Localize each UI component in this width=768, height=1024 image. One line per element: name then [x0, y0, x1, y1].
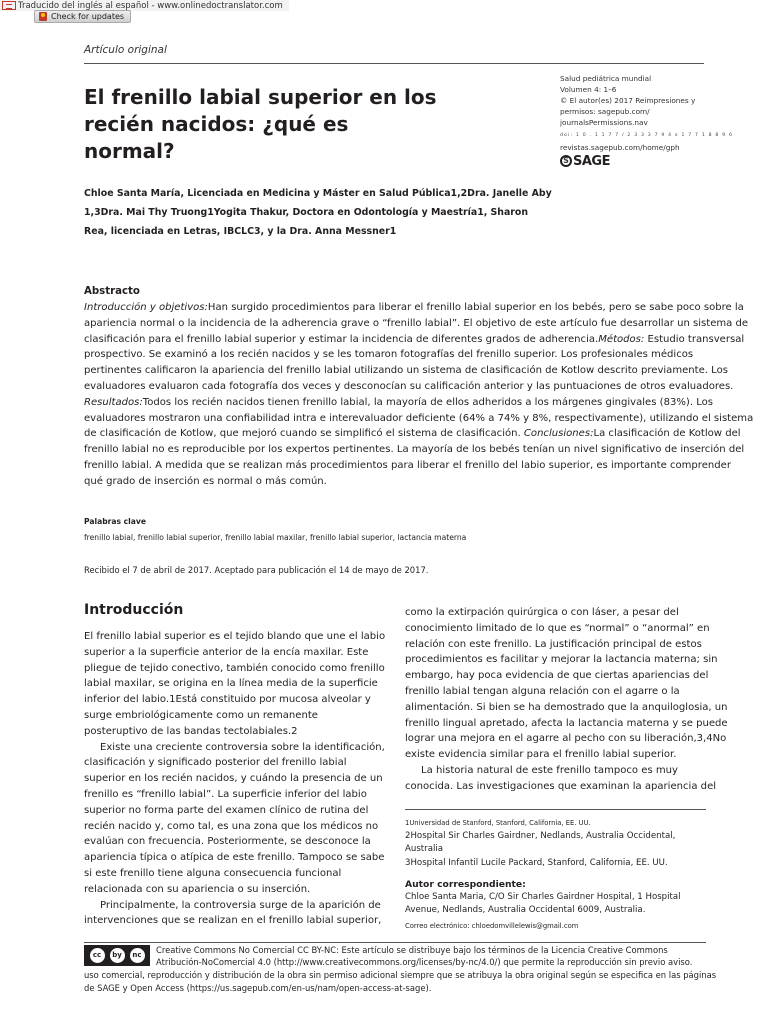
- license-line: Atribución-NoComercial 4.0 (http://www.creativecommons.org/licenses/by-nc/4.0/) que permite la reproducción sin previo aviso.: [156, 957, 693, 968]
- body-text-line: como la extirpación quirúrgica o con láser, a pesar del: [405, 607, 679, 618]
- article-type: Artículo original: [84, 44, 167, 56]
- abstract-line: [84, 395, 714, 411]
- article-title: [84, 84, 444, 165]
- journal-volume: Volumen 4: 1–6: [560, 85, 617, 94]
- introduction-right-column: [405, 605, 728, 795]
- journal-url-link[interactable]: revistas.sagepub.com/home/gph: [560, 143, 680, 152]
- abstract-section-label: Conclusiones:: [523, 428, 594, 440]
- body-text-line: Principalmente, la controversia surge de la aparición de: [100, 899, 381, 911]
- keywords-text: frenillo labial, frenillo labial superior, frenillo labial maxilar, frenillo labial superior, lactancia materna: [84, 533, 467, 542]
- affiliation: Australia: [405, 844, 444, 855]
- abstract-line: [84, 347, 706, 363]
- translate-icon: [2, 1, 16, 10]
- corresponding-email[interactable]: Correo electrónico: chloedomvillelewis@gmail.com: [405, 922, 579, 931]
- sage-logo: [560, 155, 708, 167]
- sage-logo-mark: S: [560, 155, 572, 167]
- abstract-section-label: Resultados:: [84, 396, 143, 408]
- affiliation: 1Universidad de Stanford, Stanford, California, EE. UU.: [405, 819, 591, 827]
- body-text-line: Existe una creciente controversia sobre la identificación,: [100, 741, 385, 753]
- introduction-heading: Introducción: [84, 602, 184, 618]
- body-text-line: lograr una mejora en el agarre al pecho con su liberación,3,4No: [405, 733, 727, 745]
- check-for-updates-label: Check for updates: [51, 12, 125, 21]
- body-text-line: conocimiento limitado de lo que es “normal” o “anormal” en: [405, 622, 710, 634]
- abstract-line: [84, 474, 706, 490]
- abstract-section-label: Introducción y objetivos:: [84, 302, 208, 313]
- journal-permissions-nav-link[interactable]: journalsPermissions.nav: [560, 118, 648, 127]
- author-line: 1,3Dra. Mai Thy Truong1Yogita Thakur, Doctora en Odontología y Maestría1, Sharon: [84, 207, 529, 218]
- corresponding-author-heading: Autor correspondiente:: [405, 878, 526, 890]
- body-text-line: embargo, hay poca evidencia de que ciertas apariencias del: [405, 670, 709, 682]
- affiliation: 3Hospital Infantil Lucile Packard, Stanford, California, EE. UU.: [405, 857, 668, 868]
- body-text-line: frenillo es “frenillo labial”. La superficie inferior del labio: [84, 788, 367, 800]
- body-text-line: conocida. Las investigaciones que examinan la apariencia del: [405, 780, 717, 792]
- license-divider: [84, 942, 706, 943]
- author-line: Rea, licenciada en Letras, IBCLC3, y la Dra. Anna Messner1: [84, 226, 397, 237]
- body-text-line: recién nacido y, como tal, es una zona que los médicos no: [84, 820, 379, 832]
- license-text-full: [84, 969, 716, 996]
- body-text-line: relación con este frenillo. La justificación principal de estos: [405, 638, 702, 650]
- abstract-line: [84, 426, 741, 442]
- abstract-line: [84, 316, 749, 332]
- abstract-line: [84, 379, 734, 395]
- attribution-icon: by: [110, 948, 125, 963]
- corresponding-address: Chloe Santa Maria, C/O Sir Charles Gairdner Hospital, 1 Hospital: [405, 892, 681, 903]
- abstract-heading: Abstracto: [84, 286, 140, 297]
- body-text-line: La historia natural de este frenillo tampoco es muy: [421, 764, 678, 776]
- affiliations-block: [405, 817, 709, 934]
- abstract-text: evaluadores mostraron una confiabilidad intra e interevaluador deficiente (64% a 74% y 8%, respectivamente), utilizando el sistema: [84, 412, 754, 424]
- abstract-body: [84, 300, 754, 490]
- abstract-text: frenillo labial no es reproducible por los expertos pertinentes. La mayoría de los bebés tenían un nivel significativo de inserción del: [84, 444, 745, 456]
- body-text-line: apariencia típica o atípica de este frenillo. Tampoco se sabe: [84, 852, 385, 864]
- abstract-text: La clasificación de Kotlow del: [593, 428, 741, 440]
- abstract-line: [84, 363, 728, 379]
- abstract-text: pertinentes calificaron la apariencia del frenillo labial utilizando un sistema de clasificación de Kotlow descrito previamente. Los: [84, 365, 728, 377]
- header-divider: [84, 63, 704, 64]
- affiliation: 2Hospital Sir Charles Gairdner, Nedlands, Australia Occidental,: [405, 831, 676, 842]
- author-list: [84, 184, 552, 241]
- cc-icon: cc: [90, 948, 105, 963]
- abstract-text: de clasificación de Kotlow, que mejoró cuando se simplificó el sistema de clasificación.: [84, 428, 524, 440]
- abstract-text: evaluadores evaluaron cada fotografía dos veces y desconocían su calificación anterior y las puntuaciones de otros evaluadores.: [84, 380, 734, 392]
- abstract-line: [84, 458, 731, 474]
- translator-banner-text[interactable]: Traducido del inglés al español - www.onlinedoctranslator.com: [18, 0, 283, 11]
- abstract-line: [84, 300, 744, 316]
- abstract-text: qué grado de inserción es normal o más común.: [84, 475, 327, 487]
- affiliations-divider: [405, 809, 706, 810]
- license-line: uso comercial, reproducción y distribución de la obra sin permiso adicional siempre que se atribuya la obra original según se especifica en las páginas: [84, 970, 717, 980]
- noncommercial-icon: nc: [130, 948, 145, 963]
- journal-doi-link[interactable]: doi: 1 0 . 1 1 7 7 / 2 3 3 3 7 9 4 x 1 7 7 1 8 8 9 6: [560, 133, 734, 138]
- body-text-line: superior no forma parte del examen clínico de rutina del: [84, 804, 369, 816]
- body-text-line: procedimientos es facilitar y mejorar la lactancia materna; sin: [405, 654, 718, 666]
- journal-name: Salud pediátrica mundial: [560, 74, 652, 83]
- body-text-line: superior en los recién nacidos, y cuándo la presencia de un: [84, 773, 383, 785]
- title-line: recién nacidos: ¿qué es normal?: [84, 112, 349, 163]
- abstract-text: apariencia normal o la incidencia de la adherencia grave o “frenillo labial”. El objetivo de este artículo fue desarrollar un sistema de: [84, 317, 749, 329]
- journal-copyright: © El autor(es) 2017 Reimpresiones y: [560, 96, 696, 105]
- body-text-line: El frenillo labial superior es el tejido blando que une el labio: [84, 631, 386, 642]
- abstract-line: [84, 442, 745, 458]
- body-text-line: evalúan con frecuencia. Posteriormente, se desconoce la: [84, 836, 371, 848]
- license-line: de SAGE y Open Access (https://us.sagepub.com/en-us/nam/open-access-at-sage).: [84, 983, 432, 994]
- body-text-line: surge embriológicamente como un remanente: [84, 709, 318, 721]
- introduction-left-column: [84, 629, 384, 929]
- license-text-indented: [156, 944, 692, 969]
- body-text-line: posteruptivo de las bandas tectolabiales.2: [84, 725, 298, 737]
- journal-info: [560, 73, 734, 169]
- abstract-line: [84, 411, 754, 427]
- crossmark-icon: [39, 12, 47, 21]
- abstract-section-label: Métodos:: [598, 333, 645, 345]
- check-for-updates-button[interactable]: [34, 10, 131, 23]
- body-text-line: frenillo lingual apretado, afecta la lactancia materna y se puede: [405, 717, 728, 729]
- journal-permissions-link[interactable]: permisos: sagepub.com/: [560, 107, 650, 116]
- abstract-text: frenillo labial. A medida que se realizan más procedimientos para liberar el frenillo del labio superior, es importante comprender: [84, 459, 731, 471]
- body-text-line: inferior del labio.1Está constituido por mucosa alveolar y: [84, 694, 371, 706]
- license-line: Creative Commons No Comercial CC BY-NC: Este artículo se distribuye bajo los términos de la Licencia Creative Commons: [156, 945, 668, 955]
- body-text-line: clasificación y significado posterior del frenillo labial: [84, 757, 347, 769]
- abstract-line: [84, 332, 745, 348]
- cc-by-nc-badge[interactable]: [84, 945, 150, 966]
- author-line: Chloe Santa María, Licenciada en Medicina y Máster en Salud Pública1,2Dra. Janelle Aby: [84, 188, 552, 199]
- abstract-text: Estudio transversal: [644, 333, 745, 345]
- body-text-line: alimentación. Si bien se ha demostrado que la anquiloglosia, un: [405, 701, 728, 713]
- body-text-line: superior a la superficie anterior de la encía maxilar. Este: [84, 646, 369, 658]
- body-text-line: existe evidencia similar para el frenillo labial superior.: [405, 749, 677, 761]
- abstract-text: clasificación para el frenillo labial superior y estimar la incidencia de diferentes grados de adherencia.: [84, 333, 599, 345]
- corresponding-address: Avenue, Nedlands, Australia Occidental 6009, Australia.: [405, 905, 646, 916]
- body-text-line: labial maxilar, se origina en la línea media de la superficie: [84, 678, 378, 690]
- body-text-line: frenillo labial tengan alguna relación con el agarre o la: [405, 685, 680, 697]
- keywords-heading: Palabras clave: [84, 517, 147, 526]
- sage-logo-text: SAGE: [573, 153, 610, 169]
- body-text-line: intervenciones que se realizan en el frenillo labial superior,: [84, 915, 382, 927]
- abstract-text: Todos los recién nacidos tienen frenillo labial, la mayoría de ellos adheridos a los márgenes gingivales (83%). Los: [142, 396, 714, 408]
- title-line: El frenillo labial superior en los: [84, 85, 437, 109]
- abstract-text: Han surgido procedimientos para liberar el frenillo labial superior en los bebés, pero se sabe poco sobre la: [207, 302, 744, 313]
- received-dates: Recibido el 7 de abril de 2017. Aceptado para publicación el 14 de mayo de 2017.: [84, 565, 429, 575]
- abstract-text: prospectivo. Se examinó a los recién nacidos y se les tomaron fotografías del frenillo superior. Los profesionales médicos: [84, 349, 694, 361]
- body-text-line: si este frenillo tiene alguna consecuencia funcional: [84, 867, 342, 879]
- body-text-line: pliegue de tejido conectivo, también conocido como frenillo: [84, 662, 385, 674]
- body-text-line: relacionada con su apariencia o su inserción.: [84, 883, 311, 895]
